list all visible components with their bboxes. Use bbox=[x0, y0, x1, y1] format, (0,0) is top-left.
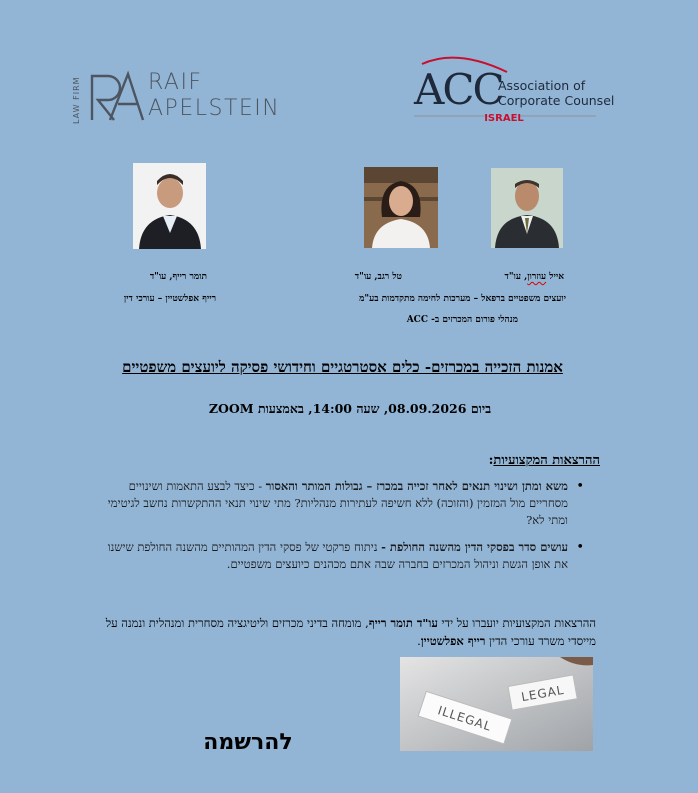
speaker-role-tal-eyal: יועצים משפטיים ברפאל – מערכות לחימה מתקדמות בע"מ bbox=[359, 294, 566, 304]
speaker-photo-eyal bbox=[491, 168, 563, 248]
lecture-item: • עושים סדר בפסקי הדין מהשנה החולפת - ניתוח פרקטי של פסקי הדין המהותיים מהשנה החולפת שישנו את אופן הגשת וניהול המכרזים בחברה שבה אתם מכהנים כיועצים משפטיים. bbox=[96, 539, 568, 573]
event-title: אמנות הזכייה במכרזים- כלים אסטרטגיים וחידושי פסיקה ליועצים משפטיים bbox=[122, 358, 563, 376]
speaker-name-tal: טל רגב, עו"ד bbox=[354, 272, 402, 282]
speaker-role-tomer: רייף אפלשטיין – עורכי דין bbox=[123, 294, 216, 304]
acc-logo bbox=[412, 52, 615, 128]
speaker-name-eyal: אייל עוזרון, עו"ד bbox=[504, 272, 564, 282]
closing-paragraph: ההרצאות המקצועיות יועברו על ידי עו"ד תומר רייף, מומחה בדיני מכרזים וליטיגציה מסחרית ומנהלית ונמנה על מייסדי משרד עורכי הדין רייף אפלשטיין. bbox=[105, 616, 596, 648]
svg-text:Corporate Counsel: Corporate Counsel bbox=[498, 93, 615, 108]
svg-text:ACC: ACC bbox=[414, 65, 503, 114]
svg-text:LEGAL: LEGAL bbox=[520, 682, 566, 705]
register-link[interactable]: להרשמה bbox=[203, 730, 293, 755]
law-firm-name-line1: RAIF bbox=[148, 70, 203, 95]
lectures-heading: ההרצאות המקצועיות: bbox=[488, 453, 600, 468]
lecture-item: • משא ומתן ושינוי תנאים לאחר זכייה במכרז – גבולות המותר והאסור - כיצד לבצע התאמות ושינויים מסחריים מול המזמין (והזוכה) ללא חשיפה לעתירות מנהליות? מתי שינוי תנאי ההתקשרות נחשב לגיטימי ומתי לא? bbox=[96, 478, 568, 529]
speaker-photo-tomer bbox=[133, 163, 206, 249]
svg-text:ILLEGAL: ILLEGAL bbox=[436, 703, 494, 734]
speaker-name-tomer: תומר רייף, עו"ד bbox=[149, 272, 207, 282]
moderators-caption: מנהלי פורום המכרזים ב- ACC bbox=[406, 315, 518, 325]
svg-text:Association of: Association of bbox=[498, 78, 586, 93]
lecture-list bbox=[96, 478, 586, 583]
svg-text:ISRAEL: ISRAEL bbox=[484, 113, 524, 124]
law-firm-name-line2: APELSTEIN bbox=[148, 96, 281, 121]
legal-illegal-image bbox=[400, 657, 593, 751]
event-date-line: ביום 08.09.2026, שעה 14:00, באמצעות ZOOM bbox=[208, 401, 492, 416]
svg-text:LAW FIRM: LAW FIRM bbox=[72, 76, 81, 124]
law-firm-monogram bbox=[88, 70, 144, 122]
law-firm-vertical-text bbox=[69, 70, 83, 124]
speaker-photo-tal bbox=[364, 167, 438, 248]
law-firm-name bbox=[148, 70, 280, 122]
